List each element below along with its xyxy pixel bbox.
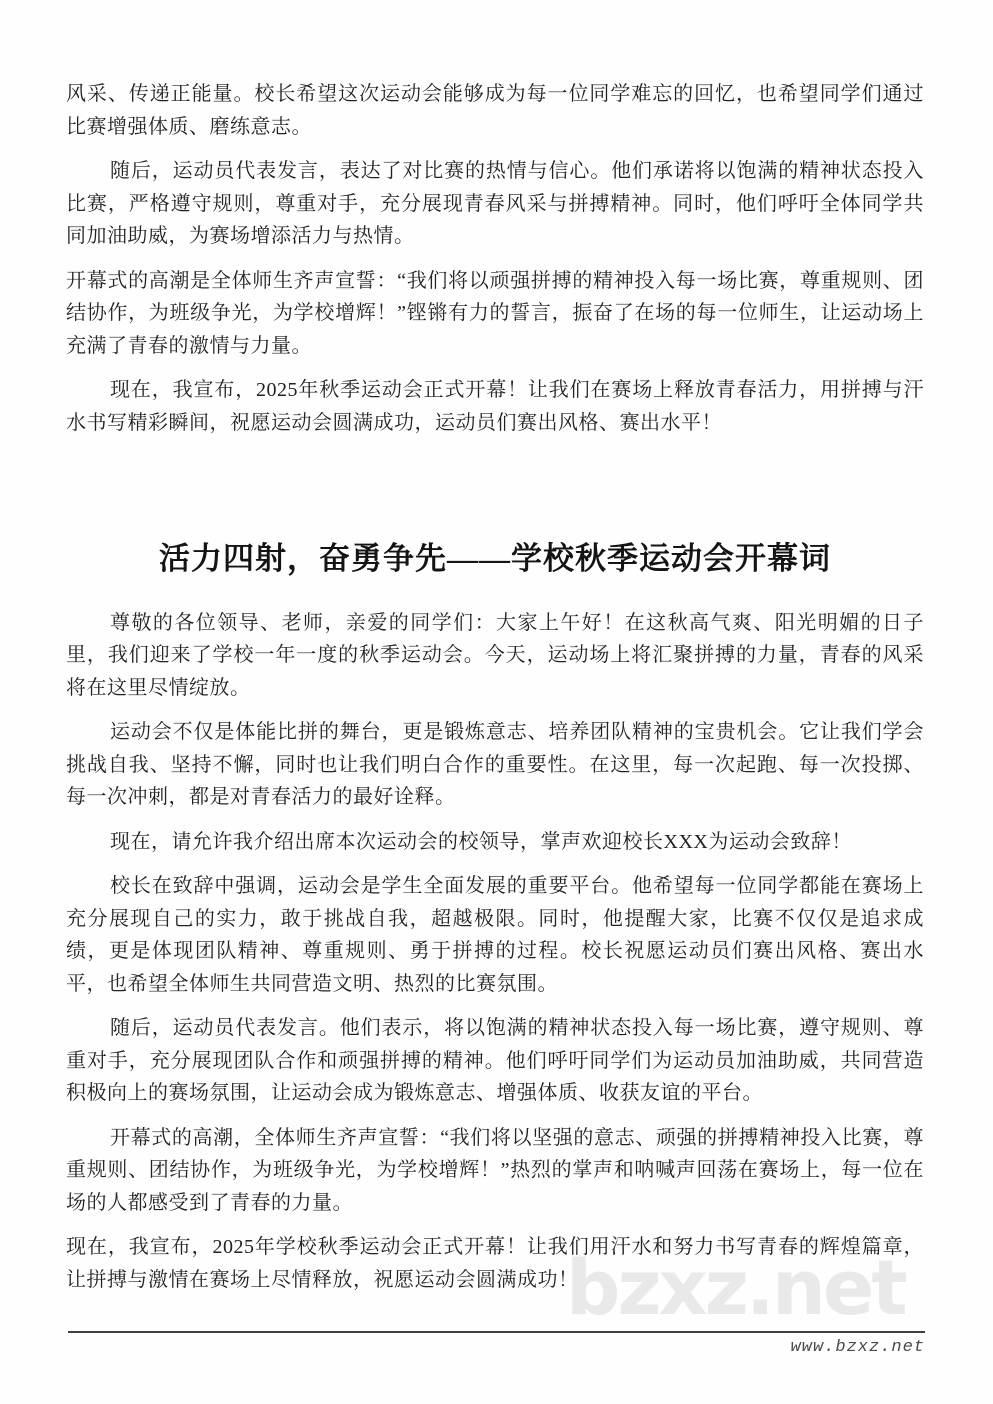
paragraph: 运动会不仅是体能比拼的舞台，更是锻炼意志、培养团队精神的宝贵机会。它让我们学会挑战自我、坚持不懈，同时也让我们明白合作的重要性。在这里，每一次起跑、每一次投掷、每一次冲刺，都是对青春活力的最好诠释。 xyxy=(66,721,924,809)
paragraph: 尊敬的各位领导、老师，亲爱的同学们：大家上午好！在这秋高气爽、阳光明媚的日子里，我们迎来了学校一年一度的秋季运动会。今天，运动场上将汇聚拼搏的力量，青春的风采将在这里尽情绽放。 xyxy=(66,611,924,699)
paragraph: 现在，请允许我介绍出席本次运动会的校领导，掌声欢迎校长XXX为运动会致辞！ xyxy=(110,830,852,853)
paragraph: 开幕式的高潮，全体师生齐声宣誓：“我们将以坚强的意志、顽强的拼搏精神投入比赛，尊重规则、团结协作，为班级争光，为学校增辉！”热烈的掌声和呐喊声回荡在赛场上，每一位在场的人都感受到了青春的力量。 xyxy=(66,1126,924,1214)
paragraph: 随后，运动员代表发言，表达了对比赛的热情与信心。他们承诺将以饱满的精神状态投入比赛，严格遵守规则，尊重对手，充分展现青春风采与拼搏精神。同时，他们呼吁全体同学共同加油助威，为赛场增添活力与热情。 xyxy=(66,160,924,247)
document-title: 活力四射，奋勇争先——学校秋季运动会开幕词 xyxy=(159,541,831,576)
footer-url: www.bzxz.net xyxy=(790,1338,925,1357)
watermark-text: bzxz.net xyxy=(566,1243,905,1332)
paragraph: 现在，我宣布，2025年学校秋季运动会正式开幕！让我们用汗水和努力书写青春的辉煌篇章，让拼搏与激情在赛场上尽情释放，祝愿运动会圆满成功！ xyxy=(66,1236,924,1291)
paragraph: 开幕式的高潮是全体师生齐声宣誓：“我们将以顽强拼搏的精神投入每一场比赛，尊重规则、团结协作，为班级争光，为学校增辉！”铿锵有力的誓言，振奋了在场的每一位师生，让运动场上充满了青春的激情与力量。 xyxy=(66,269,924,357)
footer-divider xyxy=(68,1331,925,1333)
paragraph: 现在，我宣布，2025年秋季运动会正式开幕！让我们在赛场上释放青春活力，用拼搏与汗水书写精彩瞬间，祝愿运动会圆满成功，运动员们赛出风格、赛出水平！ xyxy=(66,379,924,434)
document-content xyxy=(66,78,924,1308)
paragraph: 风采、传递正能量。校长希望这次运动会能够成为每一位同学难忘的回忆，也希望同学们通过比赛增强体质、磨练意志。 xyxy=(66,83,924,138)
paragraph: 校长在致辞中强调，运动会是学生全面发展的重要平台。他希望每一位同学都能在赛场上充分展现自己的实力，敢于挑战自我，超越极限。同时，他提醒大家，比赛不仅仅是追求成绩，更是体现团队精神、尊重规则、勇于拼搏的过程。校长祝愿运动员们赛出风格、赛出水平，也希望全体师生共同营造文明、热烈的比赛氛围。 xyxy=(66,875,924,995)
paragraph: 随后，运动员代表发言。他们表示，将以饱满的精神状态投入每一场比赛，遵守规则、尊重对手，充分展现团队合作和顽强拼搏的精神。他们呼吁同学们为运动员加油助威，共同营造积极向上的赛场氛围，让运动会成为锻炼意志、增强体质、收获友谊的平台。 xyxy=(66,1017,924,1105)
